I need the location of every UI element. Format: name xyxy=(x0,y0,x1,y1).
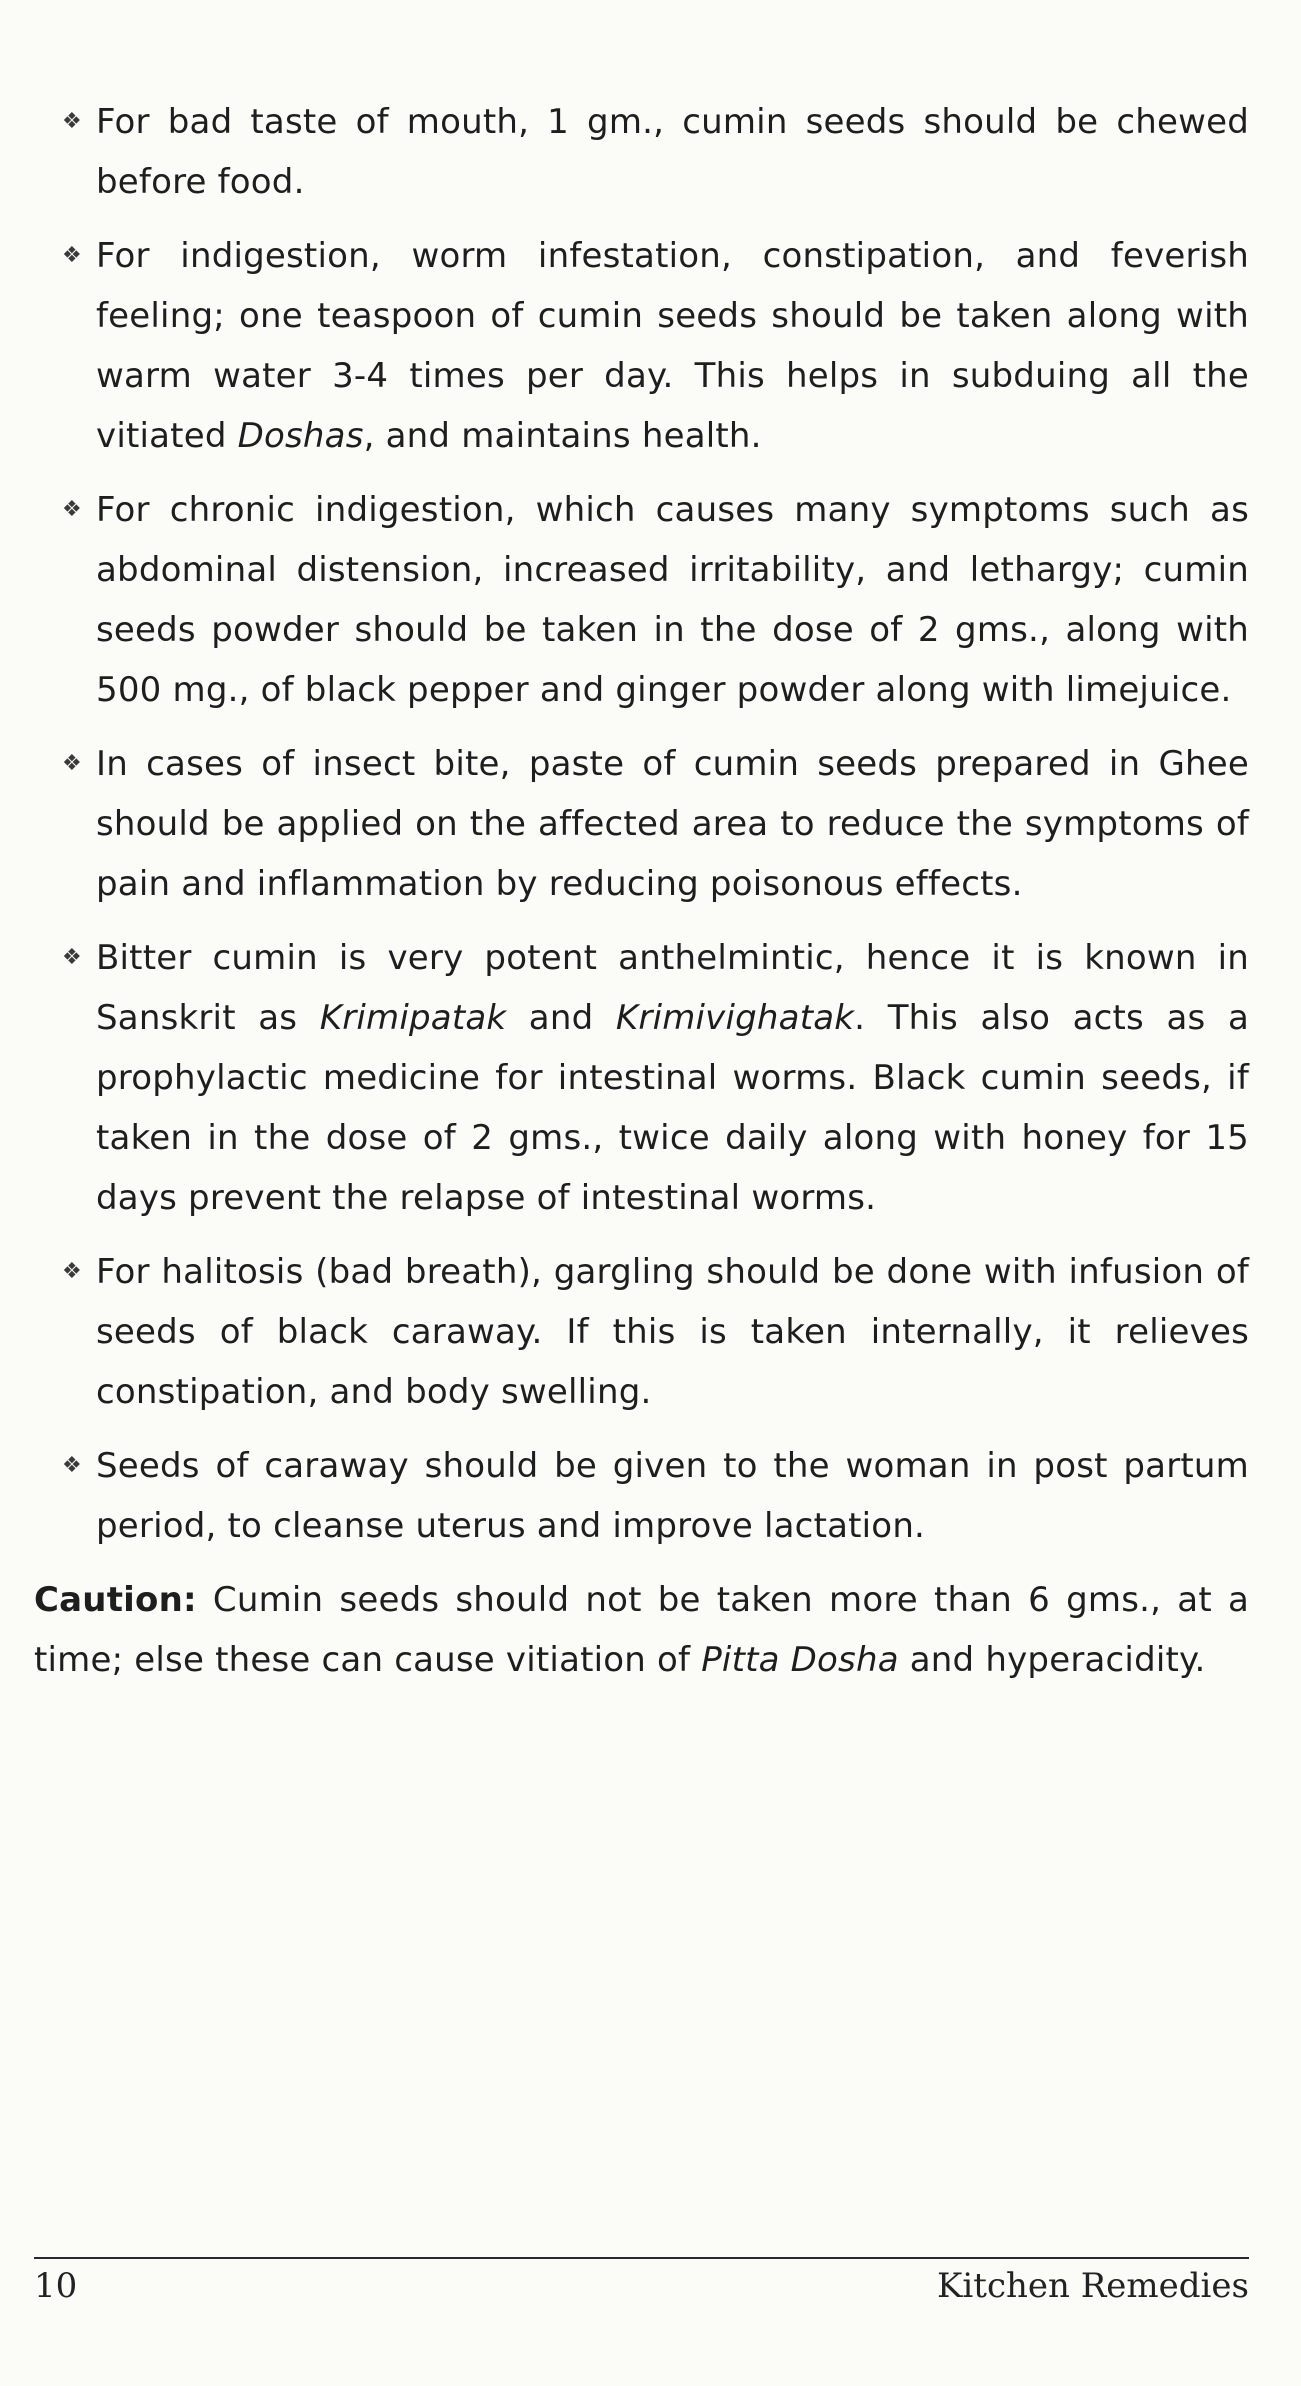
italic-term: Krimivighatak xyxy=(615,998,855,1038)
text-run: and hyperacidity. xyxy=(898,1640,1206,1680)
list-item-text xyxy=(96,226,1249,466)
text-run: Cumin seeds should not be taken more than 6 gms., at a time; else these can cause vitiation of xyxy=(34,1580,1249,1680)
diamond-bullet-icon: ❖ xyxy=(62,945,82,970)
page-content xyxy=(34,92,1249,1690)
list-item-text: For halitosis (bad breath), gargling should be done with infusion of seeds of black caraway. If this is taken internally, it relieves constipation, and body swelling. xyxy=(96,1252,1249,1412)
caution-label: Caution: xyxy=(34,1580,197,1620)
italic-term: Krimipatak xyxy=(319,998,507,1038)
page-number: 10 xyxy=(34,2266,78,2306)
text-run: Bitter cumin is very potent anthelmintic, hence it is known in Sanskrit as xyxy=(96,938,1249,1038)
list-item-text: Seeds of caraway should be given to the woman in post partum period, to cleanse uterus and improve lactation. xyxy=(96,1446,1249,1546)
list-item-text: In cases of insect bite, paste of cumin seeds prepared in Ghee should be applied on the affected area to reduce the symptoms of pain and inflammation by reducing poisonous effects. xyxy=(96,744,1249,904)
list-item xyxy=(34,480,1249,720)
italic-term: Doshas xyxy=(237,416,364,456)
diamond-bullet-icon: ❖ xyxy=(62,751,82,776)
list-item xyxy=(34,1436,1249,1556)
list-item-text: For bad taste of mouth, 1 gm., cumin seeds should be chewed before food. xyxy=(96,102,1249,202)
list-item xyxy=(34,92,1249,212)
diamond-bullet-icon: ❖ xyxy=(62,109,82,134)
text-run: , and maintains health. xyxy=(363,416,762,456)
italic-term: Pitta Dosha xyxy=(701,1640,899,1680)
text-run: For indigestion, worm infestation, constipation, and feverish feeling; one teaspoon of cumin seeds should be taken along with warm water 3-4 times per day. This helps in subduing all the vitiated xyxy=(96,236,1249,456)
list-item xyxy=(34,1242,1249,1422)
list-item-text xyxy=(96,928,1249,1228)
list-item-text: For chronic indigestion, which causes many symptoms such as abdominal distension, increased irritability, and lethargy; cumin seeds powder should be taken in the dose of 2 gms., along with 500 mg., of black pepper and ginger powder along with limejuice. xyxy=(96,490,1249,710)
text-run: and xyxy=(506,998,616,1038)
remedy-list xyxy=(34,92,1249,1556)
list-item xyxy=(34,928,1249,1228)
text-run: . This also acts as a prophylactic medicine for intestinal worms. Black cumin seeds, if taken in the dose of 2 gms., twice daily along with honey for 15 days prevent the relapse of intestinal worms. xyxy=(96,998,1249,1218)
diamond-bullet-icon: ❖ xyxy=(62,1453,82,1478)
list-item xyxy=(34,226,1249,466)
diamond-bullet-icon: ❖ xyxy=(62,243,82,268)
running-title: Kitchen Remedies xyxy=(937,2266,1249,2306)
diamond-bullet-icon: ❖ xyxy=(62,1259,82,1284)
caution-note xyxy=(34,1570,1249,1690)
list-item xyxy=(34,734,1249,914)
diamond-bullet-icon: ❖ xyxy=(62,497,82,522)
